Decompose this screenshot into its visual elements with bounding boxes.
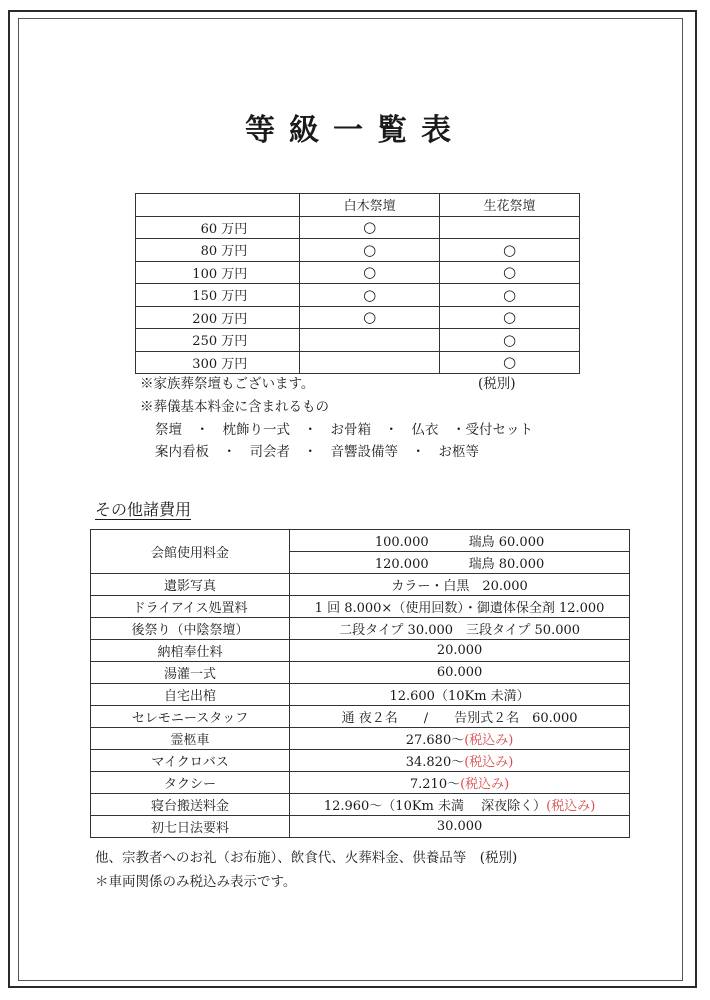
included-items-line1: 祭壇 ・ 枕飾り一式 ・ お骨箱 ・ 仏衣 ・受付セット: [155, 422, 533, 438]
table-row: [136, 351, 580, 374]
grade-header-seika: 生花祭壇: [440, 194, 580, 217]
cost-value-cell: [290, 706, 630, 728]
grade-price: 200 万円: [136, 306, 300, 329]
cost-value: 30.000: [436, 819, 483, 834]
tax-included-badge: (税込み): [546, 799, 596, 814]
cost-value-cell: [290, 794, 630, 816]
cost-value: 二段タイプ 30.000 三段タイプ 50.000: [339, 623, 581, 638]
table-row: [91, 618, 630, 640]
page-title: 等級一覧表: [245, 113, 465, 148]
grade-seika-mark: ○: [440, 284, 580, 307]
included-items-line2: 案内看板 ・ 司会者 ・ 音響設備等 ・ お柩等: [155, 444, 479, 460]
cost-label: 寝台搬送料金: [91, 794, 290, 816]
grade-seika-mark: ○: [440, 306, 580, 329]
other-costs-heading: その他諸費用: [95, 500, 192, 519]
cost-label: 後祭り（中陰祭壇）: [91, 618, 290, 640]
table-row: [91, 640, 630, 662]
footer-other-costs: 他、宗教者へのお礼（お布施）、飲食代、火葬料金、供養品等 (税別): [95, 850, 518, 866]
grade-seika-mark: ○: [440, 261, 580, 284]
footer-vehicle-note: ＊車両関係のみ税込み表示です。: [95, 874, 297, 890]
table-row: [91, 662, 630, 684]
table-row: [136, 239, 580, 262]
cost-value-cell: [290, 574, 630, 596]
table-row: [91, 794, 630, 816]
table-row: [136, 261, 580, 284]
cost-label: 霊柩車: [91, 728, 290, 750]
grade-shiraki-mark: ○: [300, 284, 440, 307]
table-row: [91, 772, 630, 794]
grade-price: 250 万円: [136, 329, 300, 352]
grade-seika-mark: [440, 216, 580, 239]
table-row: [91, 728, 630, 750]
table-row: [136, 306, 580, 329]
grade-seika-mark: ○: [440, 329, 580, 352]
cost-table: [90, 529, 630, 838]
cost-value-cell: [290, 618, 630, 640]
table-row: [91, 596, 630, 618]
hall-label: 会館使用料金: [91, 530, 290, 574]
cost-label: ドライアイス処置料: [91, 596, 290, 618]
cost-label: 納棺奉仕料: [91, 640, 290, 662]
grade-price: 80 万円: [136, 239, 300, 262]
grade-table: [135, 193, 580, 374]
tax-included-badge: (税込み): [464, 733, 514, 748]
cost-value-cell: [290, 772, 630, 794]
cost-label: 自宅出棺: [91, 684, 290, 706]
tax-excluded-note: (税別): [478, 376, 516, 392]
grade-price: 150 万円: [136, 284, 300, 307]
family-altar-note: ※家族葬祭壇もございます。: [140, 376, 315, 392]
grade-shiraki-mark: [300, 329, 440, 352]
grade-header-row: [136, 194, 580, 217]
grade-shiraki-mark: ○: [300, 306, 440, 329]
tax-included-badge: (税込み): [464, 755, 514, 770]
grade-seika-mark: ○: [440, 351, 580, 374]
table-row: [91, 530, 630, 552]
cost-label: タクシー: [91, 772, 290, 794]
cost-value: 34.820～: [405, 755, 465, 770]
cost-value: 1 回 8.000×（使用回数）・御遺体保全剤 12.000: [314, 601, 605, 616]
grade-seika-mark: ○: [440, 239, 580, 262]
grade-price: 60 万円: [136, 216, 300, 239]
grade-shiraki-mark: ○: [300, 261, 440, 284]
grade-shiraki-mark: ○: [300, 239, 440, 262]
table-row: [136, 329, 580, 352]
table-row: [91, 574, 630, 596]
hall-row1-zuicho: 瑞鳥 60.000: [468, 535, 545, 550]
cost-label: 初七日法要料: [91, 816, 290, 838]
cost-value: 27.680～: [405, 733, 465, 748]
hall-row1-price: 100.000: [374, 535, 429, 550]
hall-row2: [290, 552, 630, 574]
table-row: [91, 816, 630, 838]
cost-value: カラー・白黒 20.000: [391, 579, 528, 594]
grade-header-shiraki: 白木祭壇: [300, 194, 440, 217]
table-row: [91, 750, 630, 772]
cost-value: 60.000: [436, 665, 483, 680]
cost-label: マイクロバス: [91, 750, 290, 772]
table-row: [136, 284, 580, 307]
hall-row2-price: 120.000: [374, 557, 429, 572]
hall-row1: [290, 530, 630, 552]
cost-value-cell: [290, 640, 630, 662]
table-row: [91, 684, 630, 706]
cost-value-cell: [290, 596, 630, 618]
grade-header-empty: [136, 194, 300, 217]
cost-value: 7.210～: [409, 777, 461, 792]
cost-label: セレモニースタッフ: [91, 706, 290, 728]
cost-value-cell: [290, 750, 630, 772]
cost-value: 通 夜２名 / 告別式２名 60.000: [341, 711, 578, 726]
cost-value-cell: [290, 684, 630, 706]
cost-label: 湯灌一式: [91, 662, 290, 684]
table-row: [136, 216, 580, 239]
tax-included-badge: (税込み): [460, 777, 510, 792]
cost-label: 遺影写真: [91, 574, 290, 596]
grade-shiraki-mark: [300, 351, 440, 374]
cost-value: 20.000: [436, 643, 483, 658]
cost-value-cell: [290, 662, 630, 684]
cost-value: 12.600（10Km 未満）: [389, 689, 530, 704]
table-row: [91, 706, 630, 728]
cost-value: 12.960～（10Km 未満 深夜除く）: [323, 799, 547, 814]
grade-price: 100 万円: [136, 261, 300, 284]
cost-value-cell: [290, 728, 630, 750]
grade-price: 300 万円: [136, 351, 300, 374]
cost-value-cell: [290, 816, 630, 838]
included-heading: ※葬儀基本料金に含まれるもの: [140, 399, 329, 415]
hall-row2-zuicho: 瑞鳥 80.000: [468, 557, 545, 572]
grade-shiraki-mark: ○: [300, 216, 440, 239]
